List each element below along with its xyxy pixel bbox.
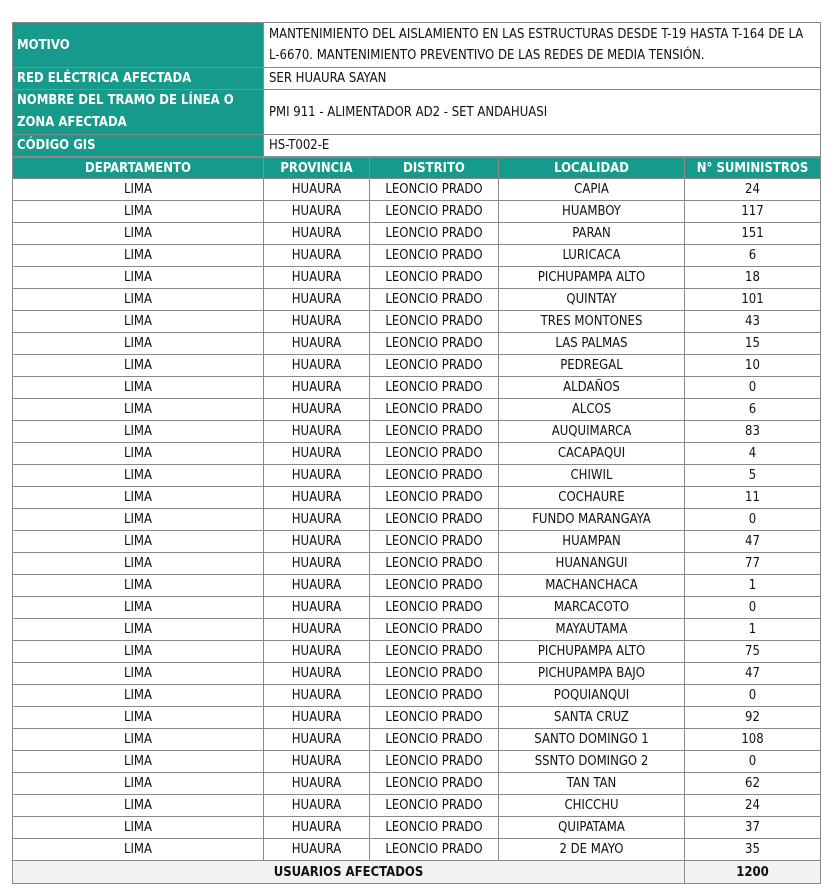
table-row [13, 377, 821, 399]
cell-localidad: MAYAUTAMA [499, 619, 685, 641]
cell-localidad: MACHANCHACA [499, 575, 685, 597]
cell-localidad: MARCACOTO [499, 597, 685, 619]
cell-localidad: SANTA CRUZ [499, 707, 685, 729]
table-row [13, 355, 821, 377]
cell-localidad: AUQUIMARCA [499, 421, 685, 443]
cell-localidad: PICHUPAMPA ALTO [499, 641, 685, 663]
table-row [13, 575, 821, 597]
table-row [13, 509, 821, 531]
cell-departamento: LIMA [13, 597, 264, 619]
cell-provincia: HUAURA [264, 597, 370, 619]
cell-provincia: HUAURA [264, 311, 370, 333]
table-row [13, 289, 821, 311]
cell-provincia: HUAURA [264, 641, 370, 663]
cell-provincia: HUAURA [264, 729, 370, 751]
motivo-value: MANTENIMIENTO DEL AISLAMIENTO EN LAS ESTRUCTURAS DESDE T-19 HASTA T-164 DE LA L-6670. MANTENIMIENTO PREVENTIVO DE LAS REDES DE MEDIA TENSIÓN. [264, 23, 821, 68]
table-row [13, 839, 821, 861]
cell-localidad: QUINTAY [499, 289, 685, 311]
cell-provincia: HUAURA [264, 531, 370, 553]
table-row [13, 245, 821, 267]
cell-provincia: HUAURA [264, 751, 370, 773]
cell-distrito: LEONCIO PRADO [370, 531, 499, 553]
cell-provincia: HUAURA [264, 201, 370, 223]
cell-departamento: LIMA [13, 377, 264, 399]
cell-localidad: QUIPATAMA [499, 817, 685, 839]
cell-departamento: LIMA [13, 421, 264, 443]
cell-departamento: LIMA [13, 465, 264, 487]
cell-localidad: PARAN [499, 223, 685, 245]
cell-localidad: HUAMPAN [499, 531, 685, 553]
cell-departamento: LIMA [13, 355, 264, 377]
cell-localidad: SSNTO DOMINGO 2 [499, 751, 685, 773]
cell-provincia: HUAURA [264, 575, 370, 597]
table-row [13, 333, 821, 355]
tramo-row [13, 90, 821, 135]
cell-suministros: 101 [685, 289, 821, 311]
table-row [13, 663, 821, 685]
red-label: RED ELÉCTRICA AFECTADA [13, 68, 264, 90]
tramo-value: PMI 911 - ALIMENTADOR AD2 - SET ANDAHUASI [264, 90, 821, 135]
cell-suministros: 0 [685, 509, 821, 531]
cell-provincia: HUAURA [264, 817, 370, 839]
table-row [13, 641, 821, 663]
cell-provincia: HUAURA [264, 245, 370, 267]
cell-departamento: LIMA [13, 619, 264, 641]
suministros-table [12, 157, 821, 884]
cell-suministros: 0 [685, 377, 821, 399]
gis-label: CÓDIGO GIS [13, 135, 264, 157]
total-value: 1200 [685, 861, 821, 884]
cell-suministros: 47 [685, 663, 821, 685]
cell-suministros: 92 [685, 707, 821, 729]
cell-provincia: HUAURA [264, 355, 370, 377]
cell-departamento: LIMA [13, 223, 264, 245]
table-row [13, 707, 821, 729]
cell-localidad: PICHUPAMPA BAJO [499, 663, 685, 685]
cell-distrito: LEONCIO PRADO [370, 795, 499, 817]
cell-departamento: LIMA [13, 333, 264, 355]
cell-distrito: LEONCIO PRADO [370, 575, 499, 597]
cell-provincia: HUAURA [264, 487, 370, 509]
red-row [13, 68, 821, 90]
cell-departamento: LIMA [13, 311, 264, 333]
cell-provincia: HUAURA [264, 663, 370, 685]
cell-departamento: LIMA [13, 707, 264, 729]
cell-provincia: HUAURA [264, 421, 370, 443]
table-body [13, 179, 821, 861]
cell-localidad: FUNDO MARANGAYA [499, 509, 685, 531]
cell-departamento: LIMA [13, 443, 264, 465]
cell-provincia: HUAURA [264, 509, 370, 531]
cell-localidad: TAN TAN [499, 773, 685, 795]
cell-suministros: 0 [685, 751, 821, 773]
cell-provincia: HUAURA [264, 619, 370, 641]
cell-suministros: 6 [685, 245, 821, 267]
cell-departamento: LIMA [13, 641, 264, 663]
header-suministros: N° SUMINISTROS [685, 158, 821, 179]
cell-departamento: LIMA [13, 751, 264, 773]
cell-departamento: LIMA [13, 267, 264, 289]
cell-localidad: TRES MONTONES [499, 311, 685, 333]
cell-suministros: 1 [685, 575, 821, 597]
cell-departamento: LIMA [13, 575, 264, 597]
spreadsheet [12, 22, 820, 884]
cell-localidad: HUANANGUI [499, 553, 685, 575]
cell-localidad: 2 DE MAYO [499, 839, 685, 861]
tramo-label: NOMBRE DEL TRAMO DE LÍNEA O ZONA AFECTADA [13, 90, 264, 135]
cell-localidad: PEDREGAL [499, 355, 685, 377]
cell-suministros: 35 [685, 839, 821, 861]
cell-distrito: LEONCIO PRADO [370, 729, 499, 751]
cell-distrito: LEONCIO PRADO [370, 509, 499, 531]
cell-provincia: HUAURA [264, 443, 370, 465]
cell-suministros: 83 [685, 421, 821, 443]
cell-provincia: HUAURA [264, 839, 370, 861]
cell-localidad: COCHAURE [499, 487, 685, 509]
cell-distrito: LEONCIO PRADO [370, 663, 499, 685]
table-row [13, 465, 821, 487]
gis-value: HS-T002-E [264, 135, 821, 157]
cell-departamento: LIMA [13, 773, 264, 795]
table-row [13, 553, 821, 575]
cell-distrito: LEONCIO PRADO [370, 465, 499, 487]
cell-distrito: LEONCIO PRADO [370, 399, 499, 421]
table-row [13, 729, 821, 751]
cell-distrito: LEONCIO PRADO [370, 487, 499, 509]
cell-distrito: LEONCIO PRADO [370, 685, 499, 707]
cell-suministros: 47 [685, 531, 821, 553]
table-row [13, 773, 821, 795]
cell-departamento: LIMA [13, 399, 264, 421]
cell-suministros: 11 [685, 487, 821, 509]
cell-suministros: 62 [685, 773, 821, 795]
cell-provincia: HUAURA [264, 553, 370, 575]
cell-distrito: LEONCIO PRADO [370, 707, 499, 729]
cell-suministros: 6 [685, 399, 821, 421]
table-row [13, 399, 821, 421]
cell-localidad: LURICACA [499, 245, 685, 267]
cell-suministros: 43 [685, 311, 821, 333]
cell-distrito: LEONCIO PRADO [370, 553, 499, 575]
cell-localidad: LAS PALMAS [499, 333, 685, 355]
cell-localidad: PICHUPAMPA ALTO [499, 267, 685, 289]
cell-distrito: LEONCIO PRADO [370, 267, 499, 289]
cell-localidad: CHIWIL [499, 465, 685, 487]
cell-distrito: LEONCIO PRADO [370, 377, 499, 399]
cell-suministros: 5 [685, 465, 821, 487]
cell-provincia: HUAURA [264, 333, 370, 355]
cell-provincia: HUAURA [264, 795, 370, 817]
cell-departamento: LIMA [13, 663, 264, 685]
cell-localidad: CHICCHU [499, 795, 685, 817]
table-row [13, 267, 821, 289]
header-provincia: PROVINCIA [264, 158, 370, 179]
cell-distrito: LEONCIO PRADO [370, 773, 499, 795]
cell-departamento: LIMA [13, 817, 264, 839]
table-row [13, 619, 821, 641]
total-row [13, 861, 821, 884]
cell-provincia: HUAURA [264, 267, 370, 289]
cell-suministros: 108 [685, 729, 821, 751]
cell-suministros: 15 [685, 333, 821, 355]
cell-suministros: 18 [685, 267, 821, 289]
cell-localidad: POQUIANQUI [499, 685, 685, 707]
cell-localidad: CAPIA [499, 179, 685, 201]
cell-distrito: LEONCIO PRADO [370, 443, 499, 465]
cell-provincia: HUAURA [264, 377, 370, 399]
cell-suministros: 0 [685, 597, 821, 619]
cell-provincia: HUAURA [264, 685, 370, 707]
gis-row [13, 135, 821, 157]
table-row [13, 751, 821, 773]
cell-provincia: HUAURA [264, 179, 370, 201]
cell-departamento: LIMA [13, 289, 264, 311]
cell-departamento: LIMA [13, 685, 264, 707]
cell-distrito: LEONCIO PRADO [370, 597, 499, 619]
table-row [13, 179, 821, 201]
table-header-row [13, 158, 821, 179]
cell-suministros: 75 [685, 641, 821, 663]
cell-distrito: LEONCIO PRADO [370, 641, 499, 663]
header-distrito: DISTRITO [370, 158, 499, 179]
cell-distrito: LEONCIO PRADO [370, 245, 499, 267]
cell-distrito: LEONCIO PRADO [370, 289, 499, 311]
cell-suministros: 151 [685, 223, 821, 245]
cell-localidad: HUAMBOY [499, 201, 685, 223]
table-row [13, 443, 821, 465]
cell-departamento: LIMA [13, 201, 264, 223]
cell-localidad: ALDAÑOS [499, 377, 685, 399]
cell-localidad: CACAPAQUI [499, 443, 685, 465]
cell-localidad: ALCOS [499, 399, 685, 421]
cell-departamento: LIMA [13, 795, 264, 817]
cell-departamento: LIMA [13, 245, 264, 267]
cell-distrito: LEONCIO PRADO [370, 201, 499, 223]
table-row [13, 597, 821, 619]
total-label: USUARIOS AFECTADOS [13, 861, 685, 884]
cell-distrito: LEONCIO PRADO [370, 223, 499, 245]
table-row [13, 531, 821, 553]
cell-departamento: LIMA [13, 553, 264, 575]
cell-departamento: LIMA [13, 531, 264, 553]
cell-suministros: 0 [685, 685, 821, 707]
cell-suministros: 24 [685, 795, 821, 817]
cell-suministros: 4 [685, 443, 821, 465]
table-row [13, 487, 821, 509]
table-row [13, 421, 821, 443]
cell-provincia: HUAURA [264, 223, 370, 245]
cell-distrito: LEONCIO PRADO [370, 751, 499, 773]
table-row [13, 817, 821, 839]
table-row [13, 311, 821, 333]
cell-suministros: 10 [685, 355, 821, 377]
cell-distrito: LEONCIO PRADO [370, 311, 499, 333]
cell-distrito: LEONCIO PRADO [370, 333, 499, 355]
cell-departamento: LIMA [13, 509, 264, 531]
cell-provincia: HUAURA [264, 707, 370, 729]
cell-localidad: SANTO DOMINGO 1 [499, 729, 685, 751]
header-departamento: DEPARTAMENTO [13, 158, 264, 179]
cell-provincia: HUAURA [264, 773, 370, 795]
cell-distrito: LEONCIO PRADO [370, 817, 499, 839]
cell-departamento: LIMA [13, 179, 264, 201]
motivo-label: MOTIVO [13, 23, 264, 68]
header-localidad: LOCALIDAD [499, 158, 685, 179]
motivo-row [13, 23, 821, 68]
cell-suministros: 117 [685, 201, 821, 223]
cell-distrito: LEONCIO PRADO [370, 355, 499, 377]
cell-suministros: 1 [685, 619, 821, 641]
cell-provincia: HUAURA [264, 289, 370, 311]
table-row [13, 795, 821, 817]
cell-departamento: LIMA [13, 729, 264, 751]
table-row [13, 685, 821, 707]
cell-distrito: LEONCIO PRADO [370, 619, 499, 641]
table-row [13, 223, 821, 245]
cell-distrito: LEONCIO PRADO [370, 839, 499, 861]
cell-distrito: LEONCIO PRADO [370, 421, 499, 443]
red-value: SER HUAURA SAYAN [264, 68, 821, 90]
cell-suministros: 77 [685, 553, 821, 575]
info-table [12, 22, 821, 157]
table-row [13, 201, 821, 223]
cell-distrito: LEONCIO PRADO [370, 179, 499, 201]
cell-provincia: HUAURA [264, 465, 370, 487]
cell-suministros: 37 [685, 817, 821, 839]
cell-departamento: LIMA [13, 839, 264, 861]
cell-suministros: 24 [685, 179, 821, 201]
cell-departamento: LIMA [13, 487, 264, 509]
cell-provincia: HUAURA [264, 399, 370, 421]
